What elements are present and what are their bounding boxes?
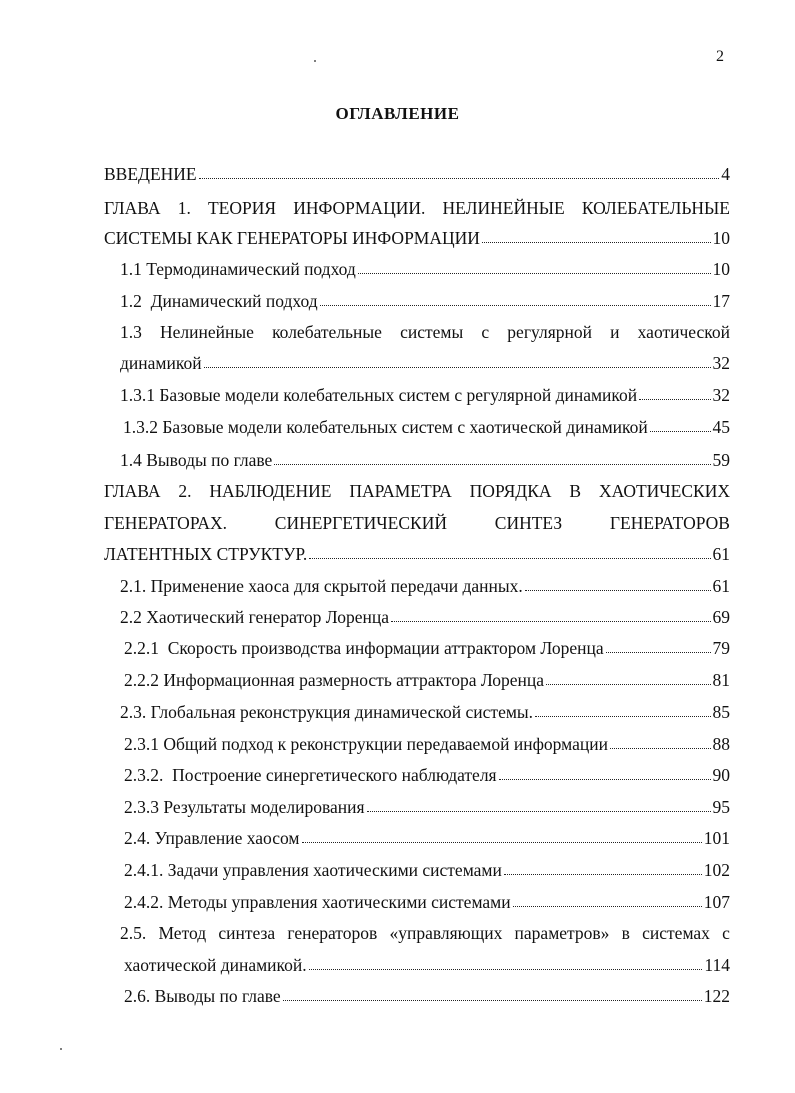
toc-word: с	[481, 322, 490, 342]
toc-word: ГЛАВА	[104, 198, 161, 218]
toc-entry[interactable]: динамикой 32	[120, 353, 730, 373]
toc-word: колебательные	[272, 322, 382, 342]
dot-leader	[525, 590, 711, 591]
toc-entry[interactable]: ЛАТЕНТНЫХ СТРУКТУР. 61	[104, 544, 730, 564]
toc-page: 69	[712, 607, 730, 627]
toc-word: НАБЛЮДЕНИЕ	[209, 481, 332, 501]
toc-word: ИНФОРМАЦИИ.	[293, 198, 426, 218]
dot-leader	[199, 178, 720, 179]
toc-entry-line[interactable]	[120, 922, 730, 944]
toc-page: 88	[712, 734, 730, 754]
dot-leader	[391, 621, 711, 622]
toc-word: СИНЕРГЕТИЧЕСКИЙ	[274, 513, 447, 533]
toc-page: 45	[712, 417, 730, 437]
dot-leader	[309, 969, 703, 970]
toc-page: 122	[703, 986, 730, 1006]
toc-page: 85	[712, 702, 730, 722]
toc-entry[interactable]: 1.1 Термодинамический подход 10	[120, 259, 730, 279]
toc-entry[interactable]: 1.2 Динамический подход 17	[120, 291, 730, 311]
toc-word: НЕЛИНЕЙНЫЕ	[442, 198, 565, 218]
toc-page: 101	[703, 828, 730, 848]
page-number: 2	[716, 48, 724, 65]
dot-leader	[274, 464, 710, 465]
toc-word: с	[722, 923, 730, 943]
toc-page: 32	[712, 353, 730, 373]
toc-entry[interactable]: 2.4.1. Задачи управления хаотическими системами 102	[124, 860, 730, 880]
toc-page: 102	[703, 860, 730, 880]
toc-word: синтеза	[218, 923, 276, 943]
dot-leader	[546, 684, 710, 685]
toc-word: ГЕНЕРАТОРОВ	[609, 513, 730, 533]
toc-word: «управляющих	[389, 923, 503, 943]
toc-word: ТЕОРИЯ	[207, 198, 277, 218]
toc-page: 61	[712, 576, 730, 596]
toc-entry[interactable]: ВВЕДЕНИЕ 4	[104, 164, 730, 184]
toc-word: и	[610, 322, 620, 342]
toc-page: 90	[712, 765, 730, 785]
dot-leader	[535, 716, 710, 717]
scan-speck	[60, 1048, 62, 1050]
toc-word: регулярной	[507, 322, 592, 342]
toc-title: ОГЛАВЛЕНИЕ	[335, 104, 460, 123]
toc-page: 114	[704, 955, 730, 975]
toc-page: 107	[703, 892, 730, 912]
toc-entry[interactable]: 2.3.1 Общий подход к реконструкции передаваемой информации 88	[124, 734, 730, 754]
dot-leader	[320, 305, 711, 306]
toc-entry[interactable]: 2.2.2 Информационная размерность аттрактора Лоренца 81	[124, 670, 730, 690]
toc-page: 61	[712, 544, 730, 564]
toc-word: Нелинейные	[160, 322, 254, 342]
dot-leader	[367, 811, 711, 812]
toc-entry[interactable]: 2.3.3 Результаты моделирования 95	[124, 797, 730, 817]
toc-entry[interactable]: 1.3.1 Базовые модели колебательных систем с регулярной динамикой 32	[120, 385, 730, 405]
toc-page: 17	[712, 291, 730, 311]
dot-leader	[650, 431, 711, 432]
toc-entry[interactable]: 1.4 Выводы по главе 59	[120, 450, 730, 470]
dot-leader	[610, 748, 711, 749]
dot-leader	[204, 367, 711, 368]
toc-word: ХАОТИЧЕСКИХ	[598, 481, 730, 501]
dot-leader	[606, 652, 711, 653]
toc-entry[interactable]: 2.6. Выводы по главе 122	[124, 986, 730, 1006]
toc-word: КОЛЕБАТЕЛЬНЫЕ	[581, 198, 730, 218]
toc-word: 1.3	[120, 322, 142, 342]
toc-word: 1.	[177, 198, 191, 218]
dot-leader	[513, 906, 702, 907]
toc-word: системах	[642, 923, 710, 943]
dot-leader	[309, 558, 710, 559]
toc-word: генераторов	[287, 923, 378, 943]
toc-entry[interactable]: 2.2 Хаотический генератор Лоренца 69	[120, 607, 730, 627]
toc-page: 32	[712, 385, 730, 405]
toc-entry-line[interactable]	[104, 197, 730, 219]
toc-word: ПОРЯДКА	[469, 481, 552, 501]
toc-entry[interactable]: 2.2.1 Скорость производства информации аттрактором Лоренца 79	[124, 638, 730, 658]
dot-leader	[302, 842, 702, 843]
toc-entry[interactable]: 2.3. Глобальная реконструкция динамической системы. 85	[120, 702, 730, 722]
scan-speck	[314, 60, 316, 62]
dot-leader	[482, 242, 711, 243]
toc-entry[interactable]: 2.4. Управление хаосом 101	[124, 828, 730, 848]
toc-page: 95	[712, 797, 730, 817]
toc-word: хаотической	[637, 322, 730, 342]
toc-word: В	[569, 481, 582, 501]
toc-word: 2.5.	[120, 923, 147, 943]
toc-page: 79	[712, 638, 730, 658]
toc-page: 10	[712, 259, 730, 279]
toc-word: ПАРАМЕТРА	[349, 481, 452, 501]
toc-page: 59	[712, 450, 730, 470]
toc-word: 2.	[178, 481, 192, 501]
toc-entry-line[interactable]	[104, 512, 730, 534]
toc-entry[interactable]: 1.3.2 Базовые модели колебательных систем с хаотической динамикой 45	[123, 417, 730, 437]
toc-word: системы	[400, 322, 464, 342]
toc-page: 10	[712, 228, 730, 248]
toc-page: 4	[721, 164, 730, 184]
toc-word: СИНТЕЗ	[494, 513, 563, 533]
toc-entry[interactable]: хаотической динамикой. 114	[124, 955, 730, 975]
dot-leader	[283, 1000, 702, 1001]
dot-leader	[639, 399, 710, 400]
toc-page: 81	[712, 670, 730, 690]
toc-entry[interactable]: 2.3.2. Построение синергетического наблюдателя 90	[124, 765, 730, 785]
toc-word: ГЛАВА	[104, 481, 161, 501]
dot-leader	[504, 874, 702, 875]
toc-entry[interactable]: 2.4.2. Методы управления хаотическими системами 107	[124, 892, 730, 912]
toc-entry-line[interactable]	[104, 480, 730, 502]
toc-entry[interactable]: СИСТЕМЫ КАК ГЕНЕРАТОРЫ ИНФОРМАЦИИ 10	[104, 228, 730, 248]
toc-word: Метод	[158, 923, 207, 943]
dot-leader	[499, 779, 711, 780]
toc-word: ГЕНЕРАТОРАХ.	[104, 513, 227, 533]
toc-word: параметров»	[514, 923, 610, 943]
dot-leader	[358, 273, 711, 274]
toc-entry[interactable]: 2.1. Применение хаоса для скрытой передачи данных. 61	[120, 576, 730, 596]
toc-word: в	[621, 923, 630, 943]
toc-entry-line[interactable]	[120, 321, 730, 343]
